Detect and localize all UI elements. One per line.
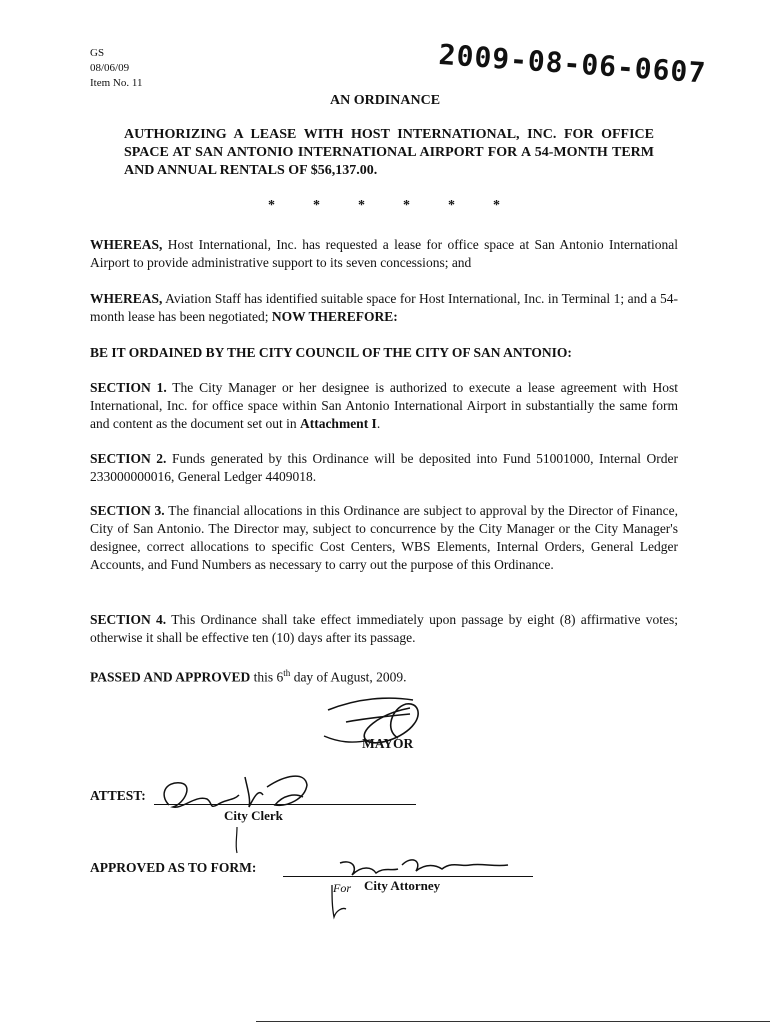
section-text: The financial allocations in this Ordinance are subject to approval by the Director of Finance, City of San Antonio. The Director may, subject to concurrence by the City Manager or the City Manager's designee, correct allocations to specific Cost Centers, WBS Elements, Internal Orders, General Ledger Accounts, and Fund Numbers as necessary to carry out the purpose of this Ordinance. bbox=[90, 503, 678, 572]
approved-as-to-form-label: APPROVED AS TO FORM: bbox=[90, 860, 257, 875]
header-block bbox=[90, 46, 142, 91]
whereas-paragraph-1 bbox=[90, 236, 678, 272]
star: * bbox=[268, 198, 275, 213]
header-item-number: Item No. 11 bbox=[90, 77, 143, 89]
section-2 bbox=[90, 450, 678, 486]
passed-sup: th bbox=[283, 668, 291, 678]
header-date: 08/06/09 bbox=[90, 62, 130, 74]
section-end: . bbox=[376, 416, 381, 431]
star: * bbox=[448, 198, 455, 213]
now-therefore: NOW THEREFORE: bbox=[271, 309, 398, 324]
section-text: This Ordinance shall take effect immediately upon passage by eight (8) affirmative votes; otherwise it shall be effective ten (10) days after its passage. bbox=[90, 612, 678, 645]
passed-pre: this 6 bbox=[253, 669, 284, 685]
separator-stars bbox=[268, 198, 538, 214]
passed-post: day of August, 2009. bbox=[293, 669, 407, 685]
section-lead: SECTION 3. bbox=[90, 503, 165, 518]
star: * bbox=[403, 198, 410, 213]
ordinance-caption: AUTHORIZING A LEASE WITH HOST INTERNATIONAL, INC. FOR OFFICE SPACE AT SAN ANTONIO INTERNATIONAL AIRPORT FOR A 54-MONTH TERM AND ANNUAL RENTALS OF $56,137.00. bbox=[124, 127, 654, 178]
passed-lead: PASSED AND APPROVED bbox=[90, 669, 251, 685]
ordained-clause: BE IT ORDAINED BY THE CITY COUNCIL OF THE CITY OF SAN ANTONIO: bbox=[90, 345, 572, 360]
header-initials: GS bbox=[90, 47, 105, 59]
handwritten-for: For bbox=[333, 881, 351, 895]
section-lead: SECTION 4. bbox=[90, 612, 167, 627]
city-attorney-label: City Attorney bbox=[364, 878, 441, 893]
section-text: The City Manager or her designee is authorized to execute a lease agreement with Host International, Inc. for office space within San Antonio International Airport in substantially the same form and content as the document set out in bbox=[90, 380, 678, 431]
mayor-label: MAYOR bbox=[362, 736, 414, 751]
whereas-lead: WHEREAS, bbox=[90, 291, 163, 306]
bottom-rule bbox=[256, 1021, 770, 1022]
section-lead: SECTION 2. bbox=[90, 451, 167, 466]
whereas-paragraph-2 bbox=[90, 290, 678, 326]
star: * bbox=[493, 198, 500, 213]
whereas-text: Aviation Staff has identified suitable space for Host International, Inc. in Terminal 1; and a 54-month lease has been negotiated; bbox=[90, 291, 678, 324]
attest-label: ATTEST: bbox=[90, 788, 146, 803]
passed-and-approved bbox=[90, 664, 678, 687]
section-3 bbox=[90, 502, 678, 574]
section-1 bbox=[90, 379, 678, 433]
section-lead: SECTION 1. bbox=[90, 380, 167, 395]
whereas-text: Host International, Inc. has requested a lease for office space at San Antonio International Airport to provide administrative support to its seven concessions; and bbox=[90, 237, 678, 270]
document-title: AN ORDINANCE bbox=[329, 93, 441, 108]
section-4 bbox=[90, 611, 678, 647]
star: * bbox=[358, 198, 365, 213]
city-clerk-label: City Clerk bbox=[224, 808, 283, 823]
section-text: Funds generated by this Ordinance will be deposited into Fund 51001000, Internal Order 233000000016, General Ledger 4409018. bbox=[90, 451, 678, 484]
star: * bbox=[313, 198, 320, 213]
whereas-lead: WHEREAS, bbox=[90, 237, 163, 252]
ordinance-number-stamp: 2009-08-06-0607 bbox=[437, 38, 708, 90]
attachment-reference: Attachment I bbox=[299, 416, 377, 431]
